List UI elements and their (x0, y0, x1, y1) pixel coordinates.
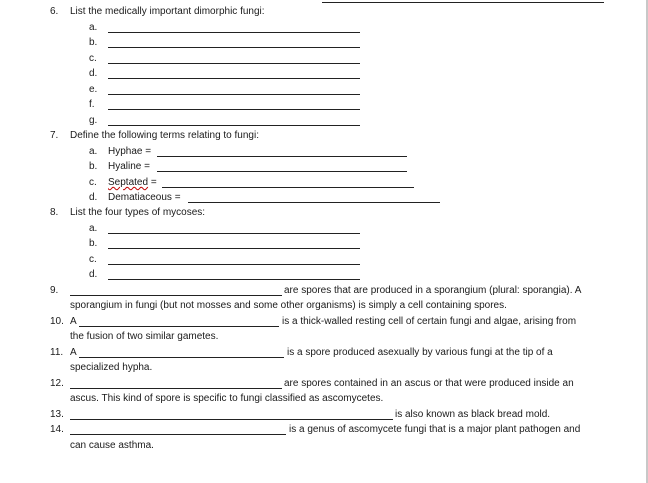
list-letter: f. (89, 99, 95, 110)
definition-line[interactable] (162, 187, 414, 188)
list-letter: a. (89, 223, 98, 234)
question-text: is a genus of ascomycete fungi that is a major plant pathogen and (289, 424, 581, 435)
previous-answer-line (322, 2, 604, 3)
question-prefix: A (70, 316, 77, 327)
term-label: Hyaline = (108, 161, 150, 172)
question-number: 13. (50, 409, 64, 420)
answer-line[interactable] (108, 94, 360, 95)
question-number: 6. (50, 6, 59, 17)
answer-line[interactable] (108, 125, 360, 126)
question-text: is a spore produced asexually by various fungi at the tip of a (287, 347, 553, 358)
question-text-continued: can cause asthma. (70, 440, 154, 451)
question-prompt: List the four types of mycoses: (70, 207, 206, 218)
question-text: is also known as black bread mold. (395, 409, 551, 420)
list-letter: a. (89, 146, 98, 157)
list-letter: b. (89, 238, 98, 249)
list-letter: g. (89, 115, 98, 126)
spellcheck-word: Septated (108, 177, 149, 188)
question-number: 12. (50, 378, 64, 389)
fill-in-blank[interactable] (70, 295, 282, 296)
question-prompt: List the medically important dimorphic fungi: (70, 6, 265, 17)
term-label: Dematiaceous = (108, 192, 181, 203)
answer-line[interactable] (108, 63, 360, 64)
question-text: is a thick-walled resting cell of certain fungi and algae, arising from (282, 316, 577, 327)
list-letter: b. (89, 37, 98, 48)
question-text-continued: sporangium in fungi (but not mosses and some other organisms) is simply a cell containing spores. (70, 300, 507, 311)
term-label (108, 177, 157, 189)
list-letter: d. (89, 269, 98, 280)
list-letter: d. (89, 192, 98, 203)
list-letter: e. (89, 84, 98, 95)
term-equals: = (148, 177, 157, 188)
question-text-continued: specialized hypha. (70, 362, 153, 373)
question-number: 9. (50, 285, 59, 296)
fill-in-blank[interactable] (79, 326, 279, 327)
answer-line[interactable] (108, 233, 360, 234)
question-text-continued: ascus. This kind of spore is specific to fungi classified as ascomycetes. (70, 393, 384, 404)
answer-line[interactable] (108, 78, 360, 79)
fill-in-blank[interactable] (70, 419, 393, 420)
list-letter: b. (89, 161, 98, 172)
fill-in-blank[interactable] (70, 434, 286, 435)
list-letter: c. (89, 177, 97, 188)
answer-line[interactable] (108, 32, 360, 33)
term-label: Hyphae = (108, 146, 152, 157)
fill-in-blank[interactable] (70, 388, 282, 389)
list-letter: a. (89, 22, 98, 33)
question-number: 11. (50, 347, 64, 358)
fill-in-blank[interactable] (79, 357, 284, 358)
question-text: are spores contained in an ascus or that were produced inside an (284, 378, 574, 389)
question-number: 14. (50, 424, 64, 435)
answer-line[interactable] (108, 264, 360, 265)
definition-line[interactable] (188, 202, 440, 203)
definition-line[interactable] (157, 171, 407, 172)
list-letter: d. (89, 68, 98, 79)
list-letter: c. (89, 53, 97, 64)
definition-line[interactable] (157, 156, 407, 157)
answer-line[interactable] (108, 47, 360, 48)
answer-line[interactable] (108, 109, 360, 110)
answer-line[interactable] (108, 248, 360, 249)
answer-line[interactable] (108, 279, 360, 280)
question-number: 8. (50, 207, 59, 218)
question-text-continued: the fusion of two similar gametes. (70, 331, 219, 342)
question-text: are spores that are produced in a sporangium (plural: sporangia). A (284, 285, 582, 296)
question-prefix: A (70, 347, 77, 358)
list-letter: c. (89, 254, 97, 265)
question-number: 7. (50, 130, 59, 141)
question-prompt: Define the following terms relating to fungi: (70, 130, 259, 141)
question-number: 10. (50, 316, 64, 327)
